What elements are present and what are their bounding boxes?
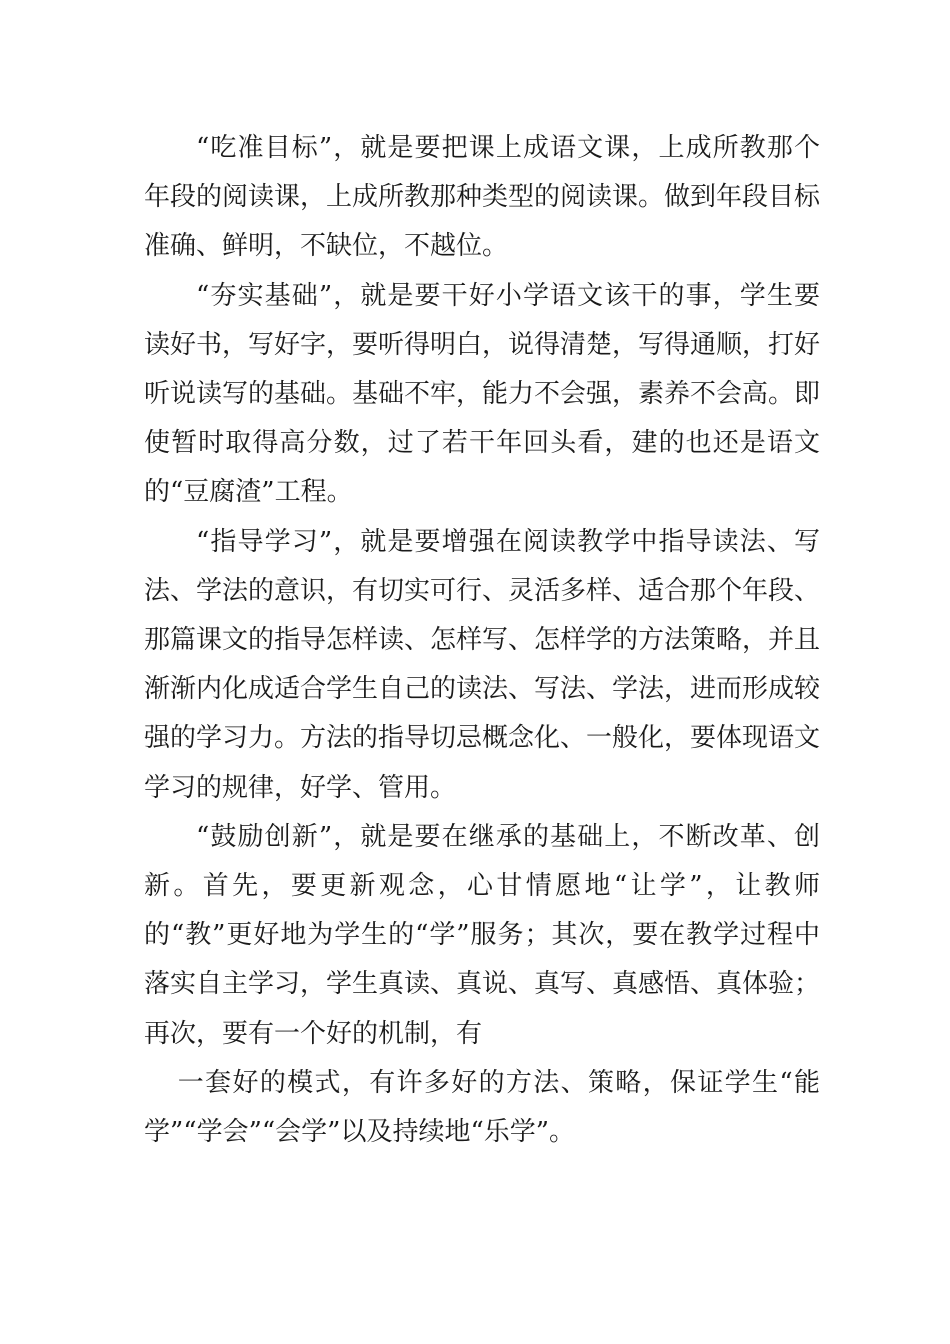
- paragraph-innovation: “鼓励创新”，就是要在继承的基础上，不断改革、创新。首先，要更新观念，心甘情愿地“让学”，让教师的“教”更好地为学生的“学”服务；其次，要在教学过程中落实自主学习，学生真读、真说、真写、真感悟、真体验；再次，要有一个好的机制，有: [144, 821, 821, 1049]
- paragraph-foundation: “夯实基础”，就是要干好小学语文该干的事，学生要读好书，写好字，要听得明白，说得清楚，写得通顺，打好听说读写的基础。基础不牢，能力不会强，素养不会高。即使暂时取得高分数，过了若干年回头看，建的也还是语文的“豆腐渣”工程。: [144, 280, 821, 508]
- paragraph-target: “吃准目标”，就是要把课上成语文课，上成所教那个年段的阅读课，上成所教那种类型的阅读课。做到年段目标准确、鲜明，不缺位，不越位。: [144, 133, 821, 262]
- document-body: [144, 124, 820, 1157]
- paragraph-guidance: “指导学习”，就是要增强在阅读教学中指导读法、写法、学法的意识，有切实可行、灵活多样、适合那个年段、那篇课文的指导怎样读、怎样写、怎样学的方法策略，并且渐渐内化成适合学生自己的读法、写法、学法，进而形成较强的学习力。方法的指导切忌概念化、一般化，要体现语文学习的规律，好学、管用。: [144, 526, 821, 803]
- paragraph-continuation: 一套好的模式，有许多好的方法、策略，保证学生“能学”“学会”“会学”以及持续地“乐学”。: [144, 1067, 820, 1148]
